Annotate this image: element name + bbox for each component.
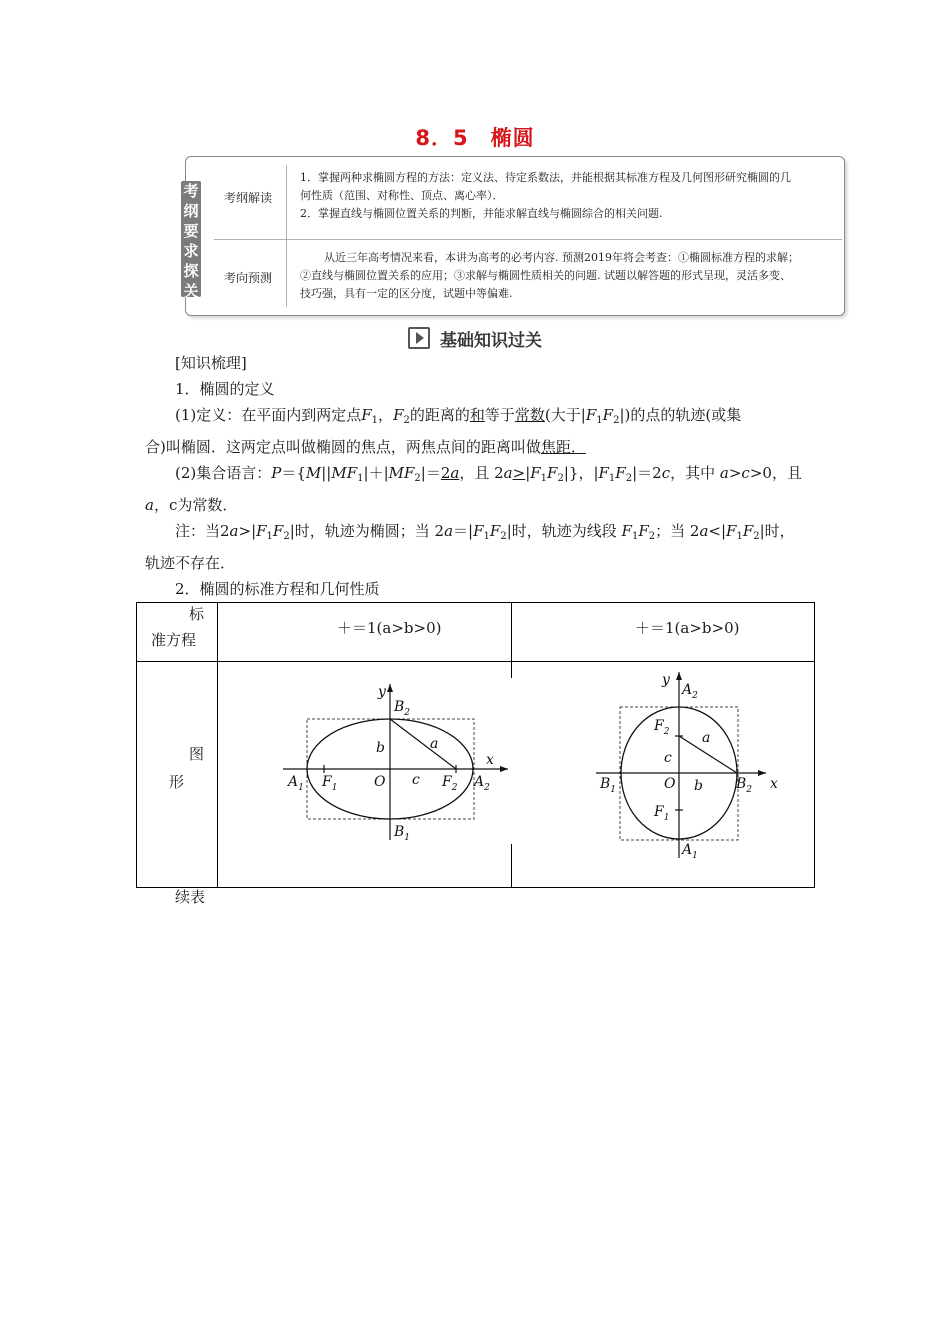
set-language-para: (2)集合语言：$P=\{M||MF_1|+|MF_2|=2a$，且 $2a>|F_1F_2|$}，$|F_1F_2|=2c$，其中 a>c>0，且	[175, 464, 802, 484]
label-B2: $B_2$	[394, 699, 411, 718]
label-F1: $F_1$	[654, 804, 670, 823]
continued-note	[145, 884, 825, 910]
label-c: c	[412, 772, 420, 788]
banner-char: 探	[183, 262, 199, 280]
label-x: x	[486, 752, 494, 768]
label-b: b	[376, 740, 385, 756]
label-y: y	[662, 672, 670, 688]
equation-horizontal: ＋＝1(a>b>0)	[337, 619, 442, 637]
label-O: O	[374, 774, 386, 790]
set-language-para-cont: a，c为常数．	[145, 496, 238, 514]
banner-char: 求	[183, 242, 199, 260]
label-y: y	[378, 684, 386, 700]
label-O: O	[664, 776, 676, 792]
label-B2: $B_2$	[736, 776, 753, 795]
note-para: 注：当$2a>|F_1F_2|$时，轨迹为椭圆；当 $2a=|F_1F_2|$时，轨迹为线段 $F_1F_2$；当 $2a<|F_1F_2|$时，	[175, 522, 795, 542]
note-para-cont: 轨迹不存在．	[145, 554, 236, 572]
syllabus-line: 1．掌握两种求椭圆方程的方法：定义法、待定系数法，并能根据其标准方程及几何图形研究椭圆的几	[300, 171, 791, 184]
figure-vertical-ellipse	[580, 662, 790, 868]
label-x: x	[770, 776, 778, 792]
banner-char: 考	[183, 182, 199, 200]
syllabus-label: 考纲解读	[223, 191, 272, 205]
row-label-fig-2: 形	[169, 773, 185, 791]
row-label-std-1: 标	[189, 605, 205, 623]
forecast-line: 技巧强，具有一定的区分度，试题中等偏难.	[300, 287, 513, 300]
label-A2: $A_2$	[474, 774, 490, 793]
equation-vertical: ＋＝1(a>b>0)	[635, 619, 740, 637]
row-divider	[214, 239, 842, 240]
syllabus-banner	[181, 181, 201, 300]
label-b: b	[694, 778, 703, 794]
column-divider	[286, 165, 287, 307]
definition-para-cont: 合)叫椭圆．这两定点叫做椭圆的焦点，两焦点间的距离叫做焦距．	[145, 438, 586, 456]
forecast-label: 考向预测	[223, 271, 272, 285]
label-B1: $B_1$	[394, 824, 411, 843]
banner-char: 要	[183, 222, 199, 240]
heading-standard-eq: 2．椭圆的标准方程和几何性质	[175, 580, 380, 598]
label-B1: $B_1$	[600, 776, 617, 795]
label-a: a	[702, 730, 711, 746]
section-title: 椭圆	[490, 126, 535, 150]
syllabus-line: 何性质（范围、对称性、顶点、离心率）．	[300, 189, 504, 202]
definition-para: (1)定义：在平面内到两定点$F_1$，$F_2$的距离的和等于常数(大于$|F_1F_2|$)的点的轨迹(或集	[175, 406, 742, 426]
play-icon	[408, 327, 430, 349]
forecast-text	[300, 249, 832, 303]
banner-char: 纲	[183, 202, 199, 220]
label-A1: $A_1$	[288, 774, 304, 793]
label-F1: $F_1$	[322, 774, 338, 793]
figure-horizontal-ellipse	[270, 678, 512, 844]
syllabus-line: 2．掌握直线与椭圆位置关系的判断，并能求解直线与椭圆综合的相关问题.	[300, 207, 663, 220]
row-label-fig-1: 图	[189, 745, 205, 763]
label-F2: $F_2$	[442, 774, 458, 793]
forecast-line: 从近三年高考情况来看，本讲为高考的必考内容. 预测2019年将会考查：①椭圆标准方程的求解；	[324, 251, 799, 264]
section-header-text: 基础知识过关	[440, 331, 542, 351]
knowledge-tag: [知识梳理]	[175, 354, 247, 372]
label-F2: $F_2$	[654, 718, 670, 737]
label-c: c	[664, 750, 672, 766]
continued-label: 续表	[175, 888, 206, 906]
syllabus-box	[185, 156, 845, 316]
heading-definition: 1．椭圆的定义	[175, 380, 275, 398]
banner-char: 关	[183, 282, 199, 300]
page-title	[0, 122, 950, 152]
forecast-line: ②直线与椭圆位置关系的应用；③求解与椭圆性质相关的问题. 试题以解答题的形式呈现，灵活多变、	[300, 269, 791, 282]
section-number: 8．5	[415, 126, 469, 150]
section-header	[0, 326, 950, 351]
syllabus-text	[300, 169, 832, 223]
row-label-std-2: 准方程	[151, 631, 197, 649]
label-A1: $A_1$	[682, 842, 698, 861]
body-text	[145, 350, 825, 602]
label-a: a	[430, 736, 439, 752]
label-A2: $A_2$	[682, 682, 698, 701]
